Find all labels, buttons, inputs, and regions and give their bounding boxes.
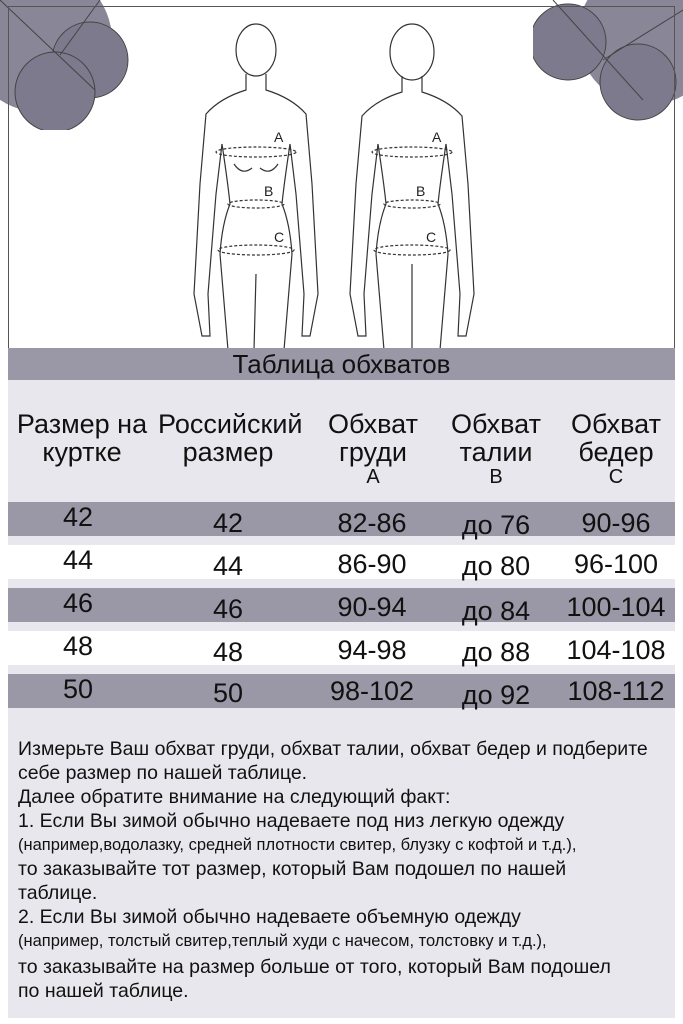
label-c-front: C (274, 229, 285, 245)
size-table (8, 380, 675, 722)
header-jacket-size: Размер на куртке (16, 409, 148, 467)
note-line: Далее обратите внимание на следующий факт: (18, 786, 451, 808)
body-measurement-figures (150, 14, 530, 350)
label-a-back: A (432, 129, 442, 145)
note-line: (например,водолазку, средней плотности свитер, блузку с кофтой и т.д.), (18, 836, 577, 854)
note-line: по нашей таблице. (18, 980, 189, 1002)
note-line: то заказывайте тот размер, который Вам подошел по нашей (18, 858, 567, 880)
note-line: 1. Если Вы зимой обычно надеваете под низ легкую одежду (18, 810, 565, 832)
note-line: то заказывайте на размер больше от того, который Вам подошел (18, 956, 611, 978)
header-waist: Обхват талии B (451, 409, 541, 488)
note-line: 2. Если Вы зимой обычно надеваете объемную одежду (18, 906, 521, 928)
header-russian-size: Российский размер (158, 409, 303, 467)
label-b-back: B (416, 183, 426, 199)
header-hips: Обхват бедер C (571, 409, 661, 488)
note-line: таблице. (18, 882, 98, 904)
table-title: Таблица обхватов (8, 348, 675, 380)
instructions-panel (8, 722, 675, 1018)
table-row: 46 46 90-94 до 84 100-104 (8, 588, 675, 622)
note-line: себе размер по нашей таблице. (18, 762, 308, 784)
label-c-back: C (426, 229, 437, 245)
label-a-front: A (274, 129, 284, 145)
table-row: 44 44 86-90 до 80 96-100 (8, 545, 675, 579)
label-b-front: B (264, 183, 274, 199)
table-row: 50 50 98-102 до 92 108-112 (8, 674, 675, 708)
table-row: 42 42 82-86 до 76 90-96 (8, 502, 675, 536)
table-row: 48 48 94-98 до 88 104-108 (8, 631, 675, 665)
note-line: (например, толстый свитер,теплый худи с начесом, толстовку и т.д.), (18, 932, 547, 950)
note-line: Измерьте Ваш обхват груди, обхват талии, обхват бедер и подберите (18, 738, 648, 760)
header-chest: Обхват груди A (328, 409, 418, 488)
